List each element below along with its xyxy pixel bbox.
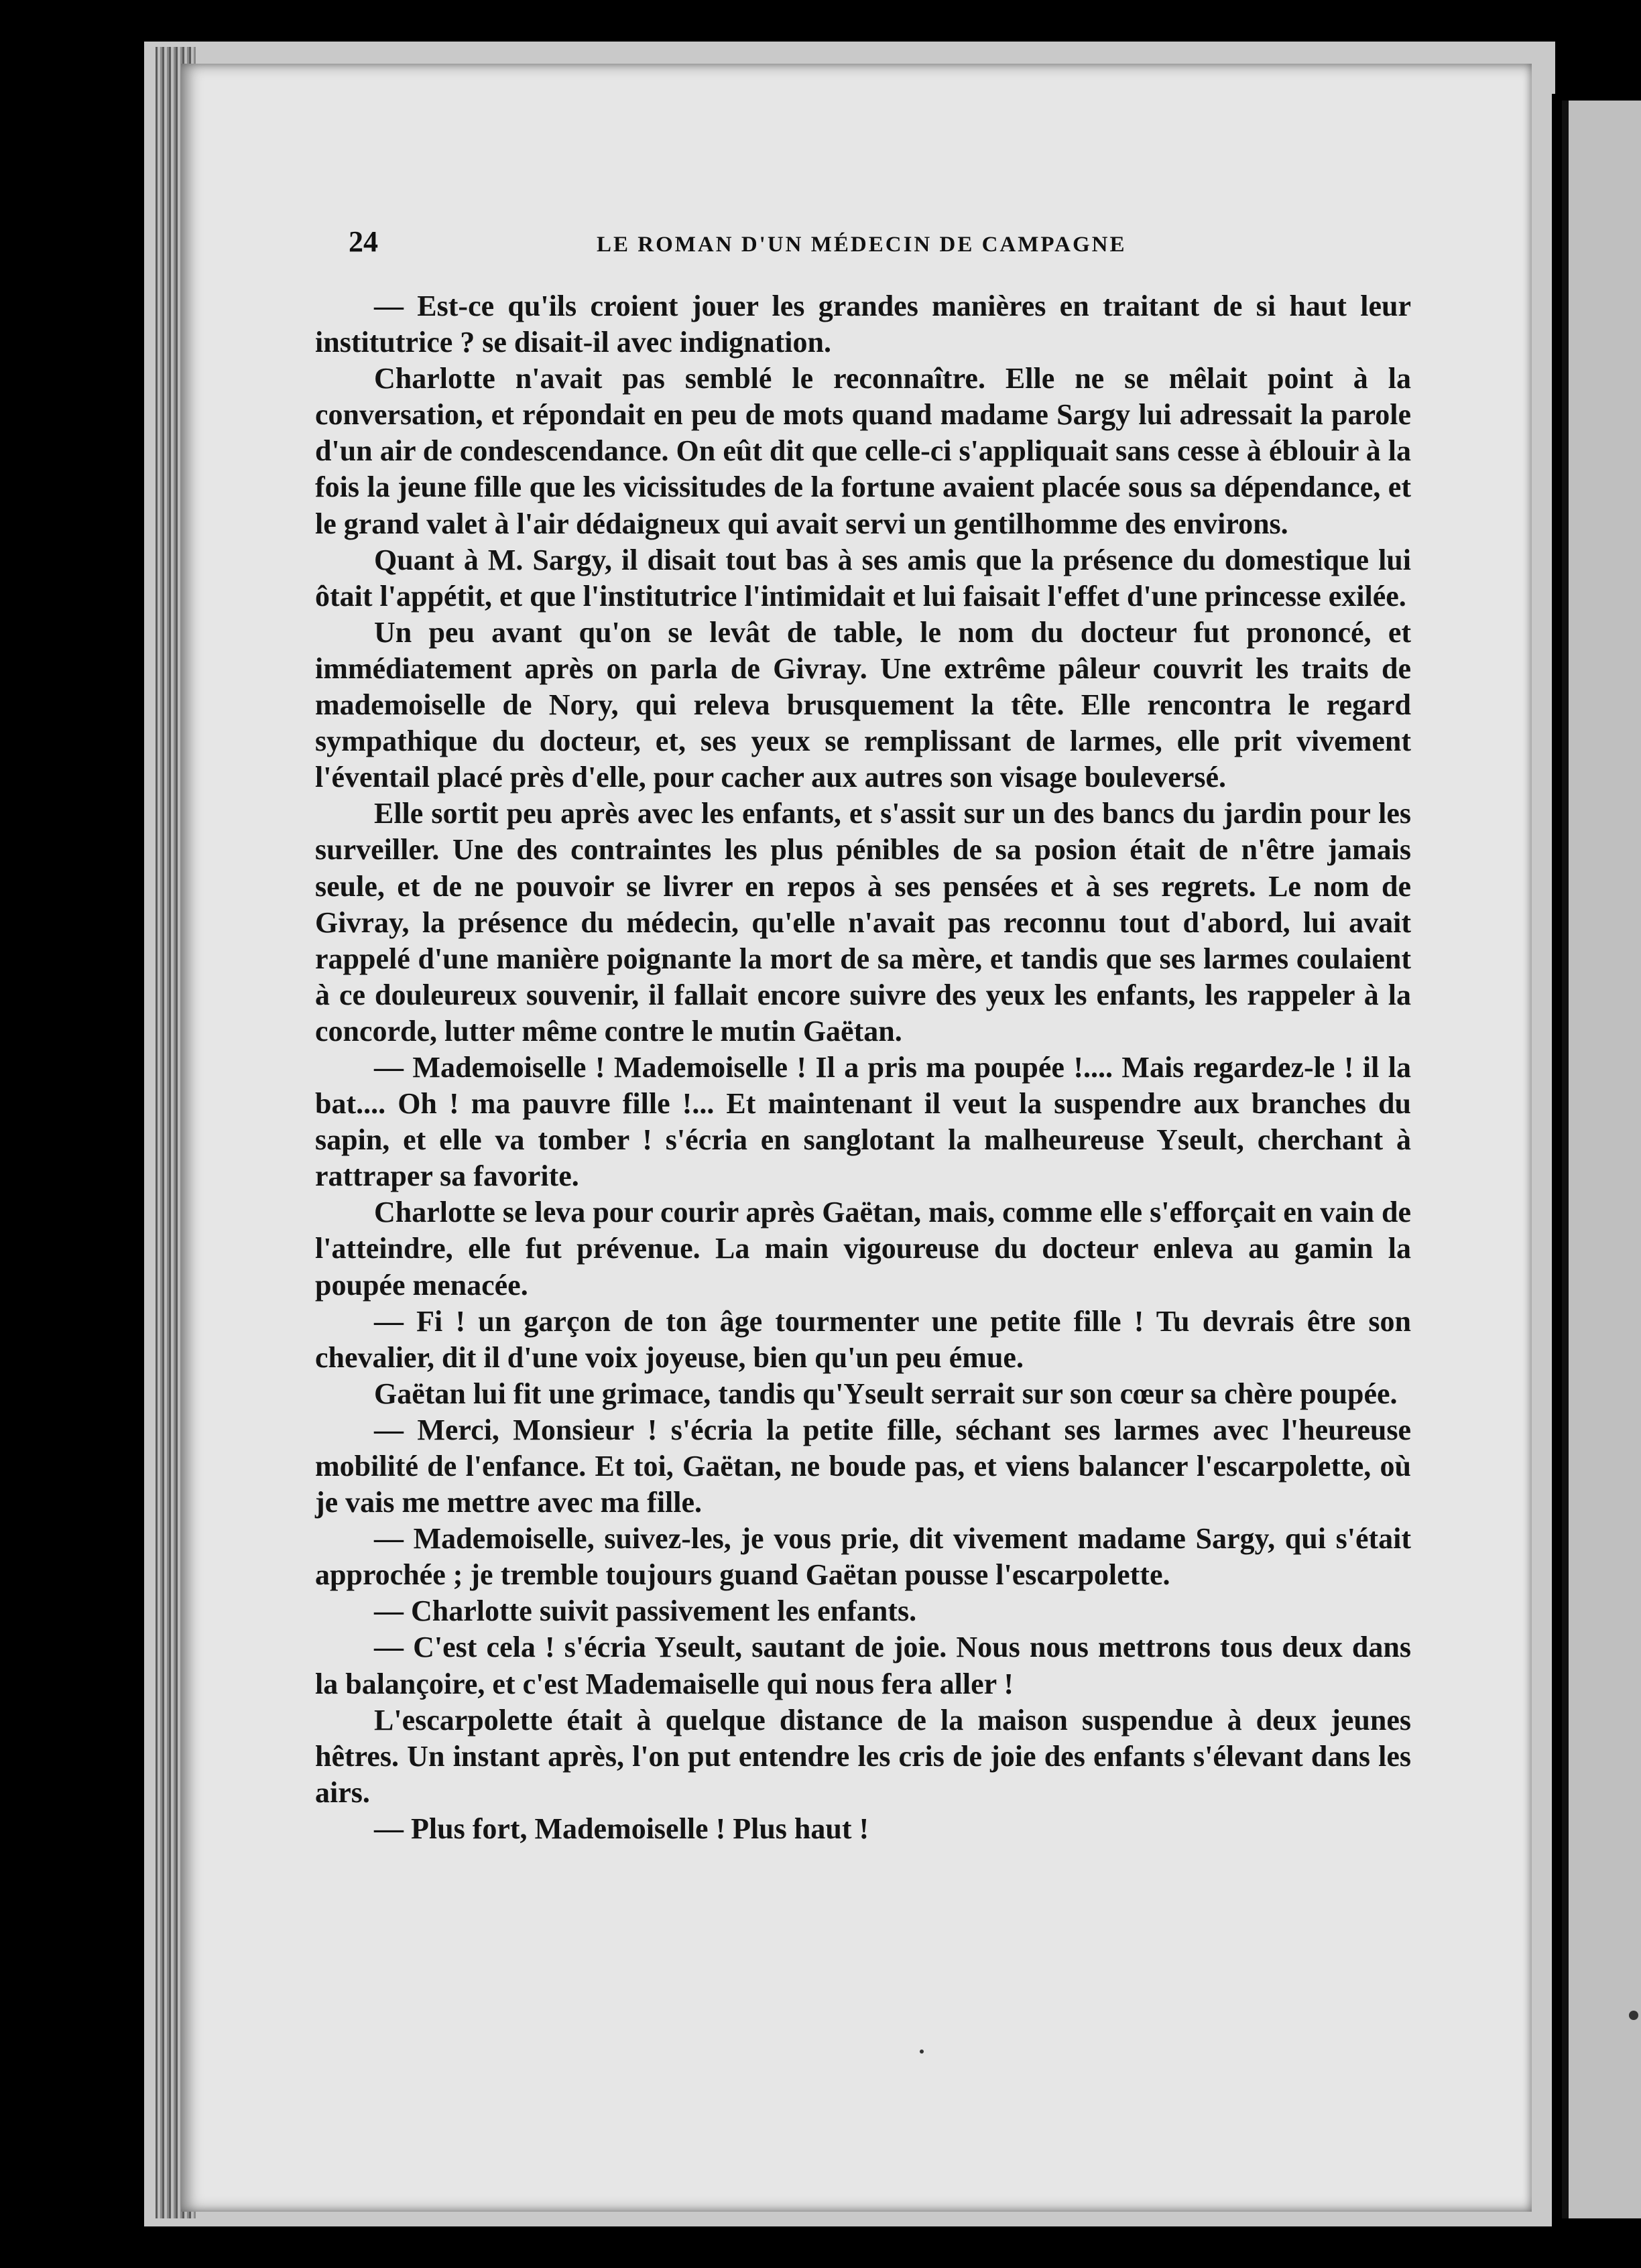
page-number: 24 — [349, 225, 378, 258]
paragraph: Gaëtan lui fit une grimace, tandis qu'Yseult serrait sur son cœur sa chère poupée. — [374, 1377, 1398, 1410]
paragraph: — Merci, Monsieur ! s'écria la petite fille, séchant ses larmes avec l'heureuse mobilité de l'enfance. Et toi, Gaëtan, ne boude pas, et viens balancer l'escarpolette, où je vais me mettre avec ma fille. — [315, 1413, 1411, 1519]
paragraph: — C'est cela ! s'écria Yseult, sautant de joie. Nous nous mettrons tous deux dans la balançoire, et c'est Mademaiselle qui nous fera aller ! — [315, 1631, 1411, 1700]
paragraph: — Mademoiselle, suivez-les, je vous prie, dit vivement madame Sargy, qui s'était approchée ; je tremble toujours guand Gaëtan pousse l'escarpolette. — [315, 1522, 1411, 1592]
ink-speck — [920, 2050, 924, 2054]
paragraph: Charlotte n'avait pas semblé le reconnaître. Elle ne se mêlait point à la conversation, et répondait en peu de mots quand madame Sargy lui adressait la parole d'un air de condescendance. On eût dit que celle-ci s'appliquait sans cesse à éblouir à la fois la jeune fille que les vicissitudes de la fortune avaient placée sous sa dépendance, et le grand valet à l'air dédaigneux qui avait servi un gentilhomme des environs. — [315, 362, 1411, 540]
body-text — [315, 288, 1411, 1847]
paragraph: — Fi ! un garçon de ton âge tourmenter une petite fille ! Tu devrais être son chevalier, dit il d'une voix joyeuse, bien qu'un peu émue. — [315, 1304, 1411, 1374]
paragraph: — Plus fort, Mademoiselle ! Plus haut ! — [374, 1812, 869, 1845]
paragraph: — Est-ce qu'ils croient jouer les grandes manières en traitant de si haut leur institutrice ? se disait-il avec indignation. — [315, 290, 1411, 359]
running-head: LE ROMAN D'UN MÉDECIN DE CAMPAGNE — [597, 233, 1127, 257]
page-header — [349, 225, 1421, 265]
paragraph: Charlotte se leva pour courir après Gaëtan, mais, comme elle s'efforçait en vain de l'atteindre, elle fut prévenue. La main vigoureuse du docteur enleva au gamin la poupée menacée. — [315, 1196, 1411, 1302]
paragraph: — Charlotte suivit passivement les enfants. — [374, 1594, 917, 1628]
paragraph: Un peu avant qu'on se levât de table, le nom du docteur fut prononcé, et immédiatement après on parla de Givray. Une extrême pâleur couvrit les traits de mademoiselle de Nory, qui releva brusquement la tête. Elle rencontra le regard sympathique du docteur, et, ses yeux se remplissant de larmes, elle prit vivement l'éventail placé près d'elle, pour cacher aux autres son visage bouleversé. — [315, 615, 1411, 794]
ink-speck — [1629, 2011, 1638, 2020]
facing-page-sliver — [1562, 101, 1641, 2218]
paragraph: L'escarpolette était à quelque distance de la maison suspendue à deux jeunes hêtres. Un instant après, l'on put entendre les cris de joie des enfants s'élevant dans les airs. — [315, 1703, 1411, 1809]
paragraph: Quant à M. Sargy, il disait tout bas à ses amis que la présence du domestique lui ôtait l'appétit, et que l'institutrice l'intimidait et lui faisait l'effet d'une princesse exilée. — [315, 543, 1411, 613]
paragraph: — Mademoiselle ! Mademoiselle ! Il a pris ma poupée !.... Mais regardez-le ! il la bat.... Oh ! ma pauvre fille !... Et maintenant il veut la suspendre aux branches du sapin, et elle va tomber ! s'écria en sanglotant la malheureuse Yseult, cherchant à rattraper sa favorite. — [315, 1050, 1411, 1193]
paragraph: Elle sortit peu après avec les enfants, et s'assit sur un des bancs du jardin pour les surveiller. Une des contraintes les plus pénibles de sa posion était de n'être jamais seule, et de ne pouvoir se livrer en repos à ses pensées et à ses regrets. Le nom de Givray, la présence du médecin, qu'elle n'avait pas reconnu tout d'abord, lui avait rappelé d'une manière poignante la mort de sa mère, et tandis que ses larmes coulaient à ce douleureux souvenir, il fallait encore suivre des yeux les enfants, les rappeler à la concorde, lutter même contre le mutin Gaëtan. — [315, 797, 1411, 1048]
